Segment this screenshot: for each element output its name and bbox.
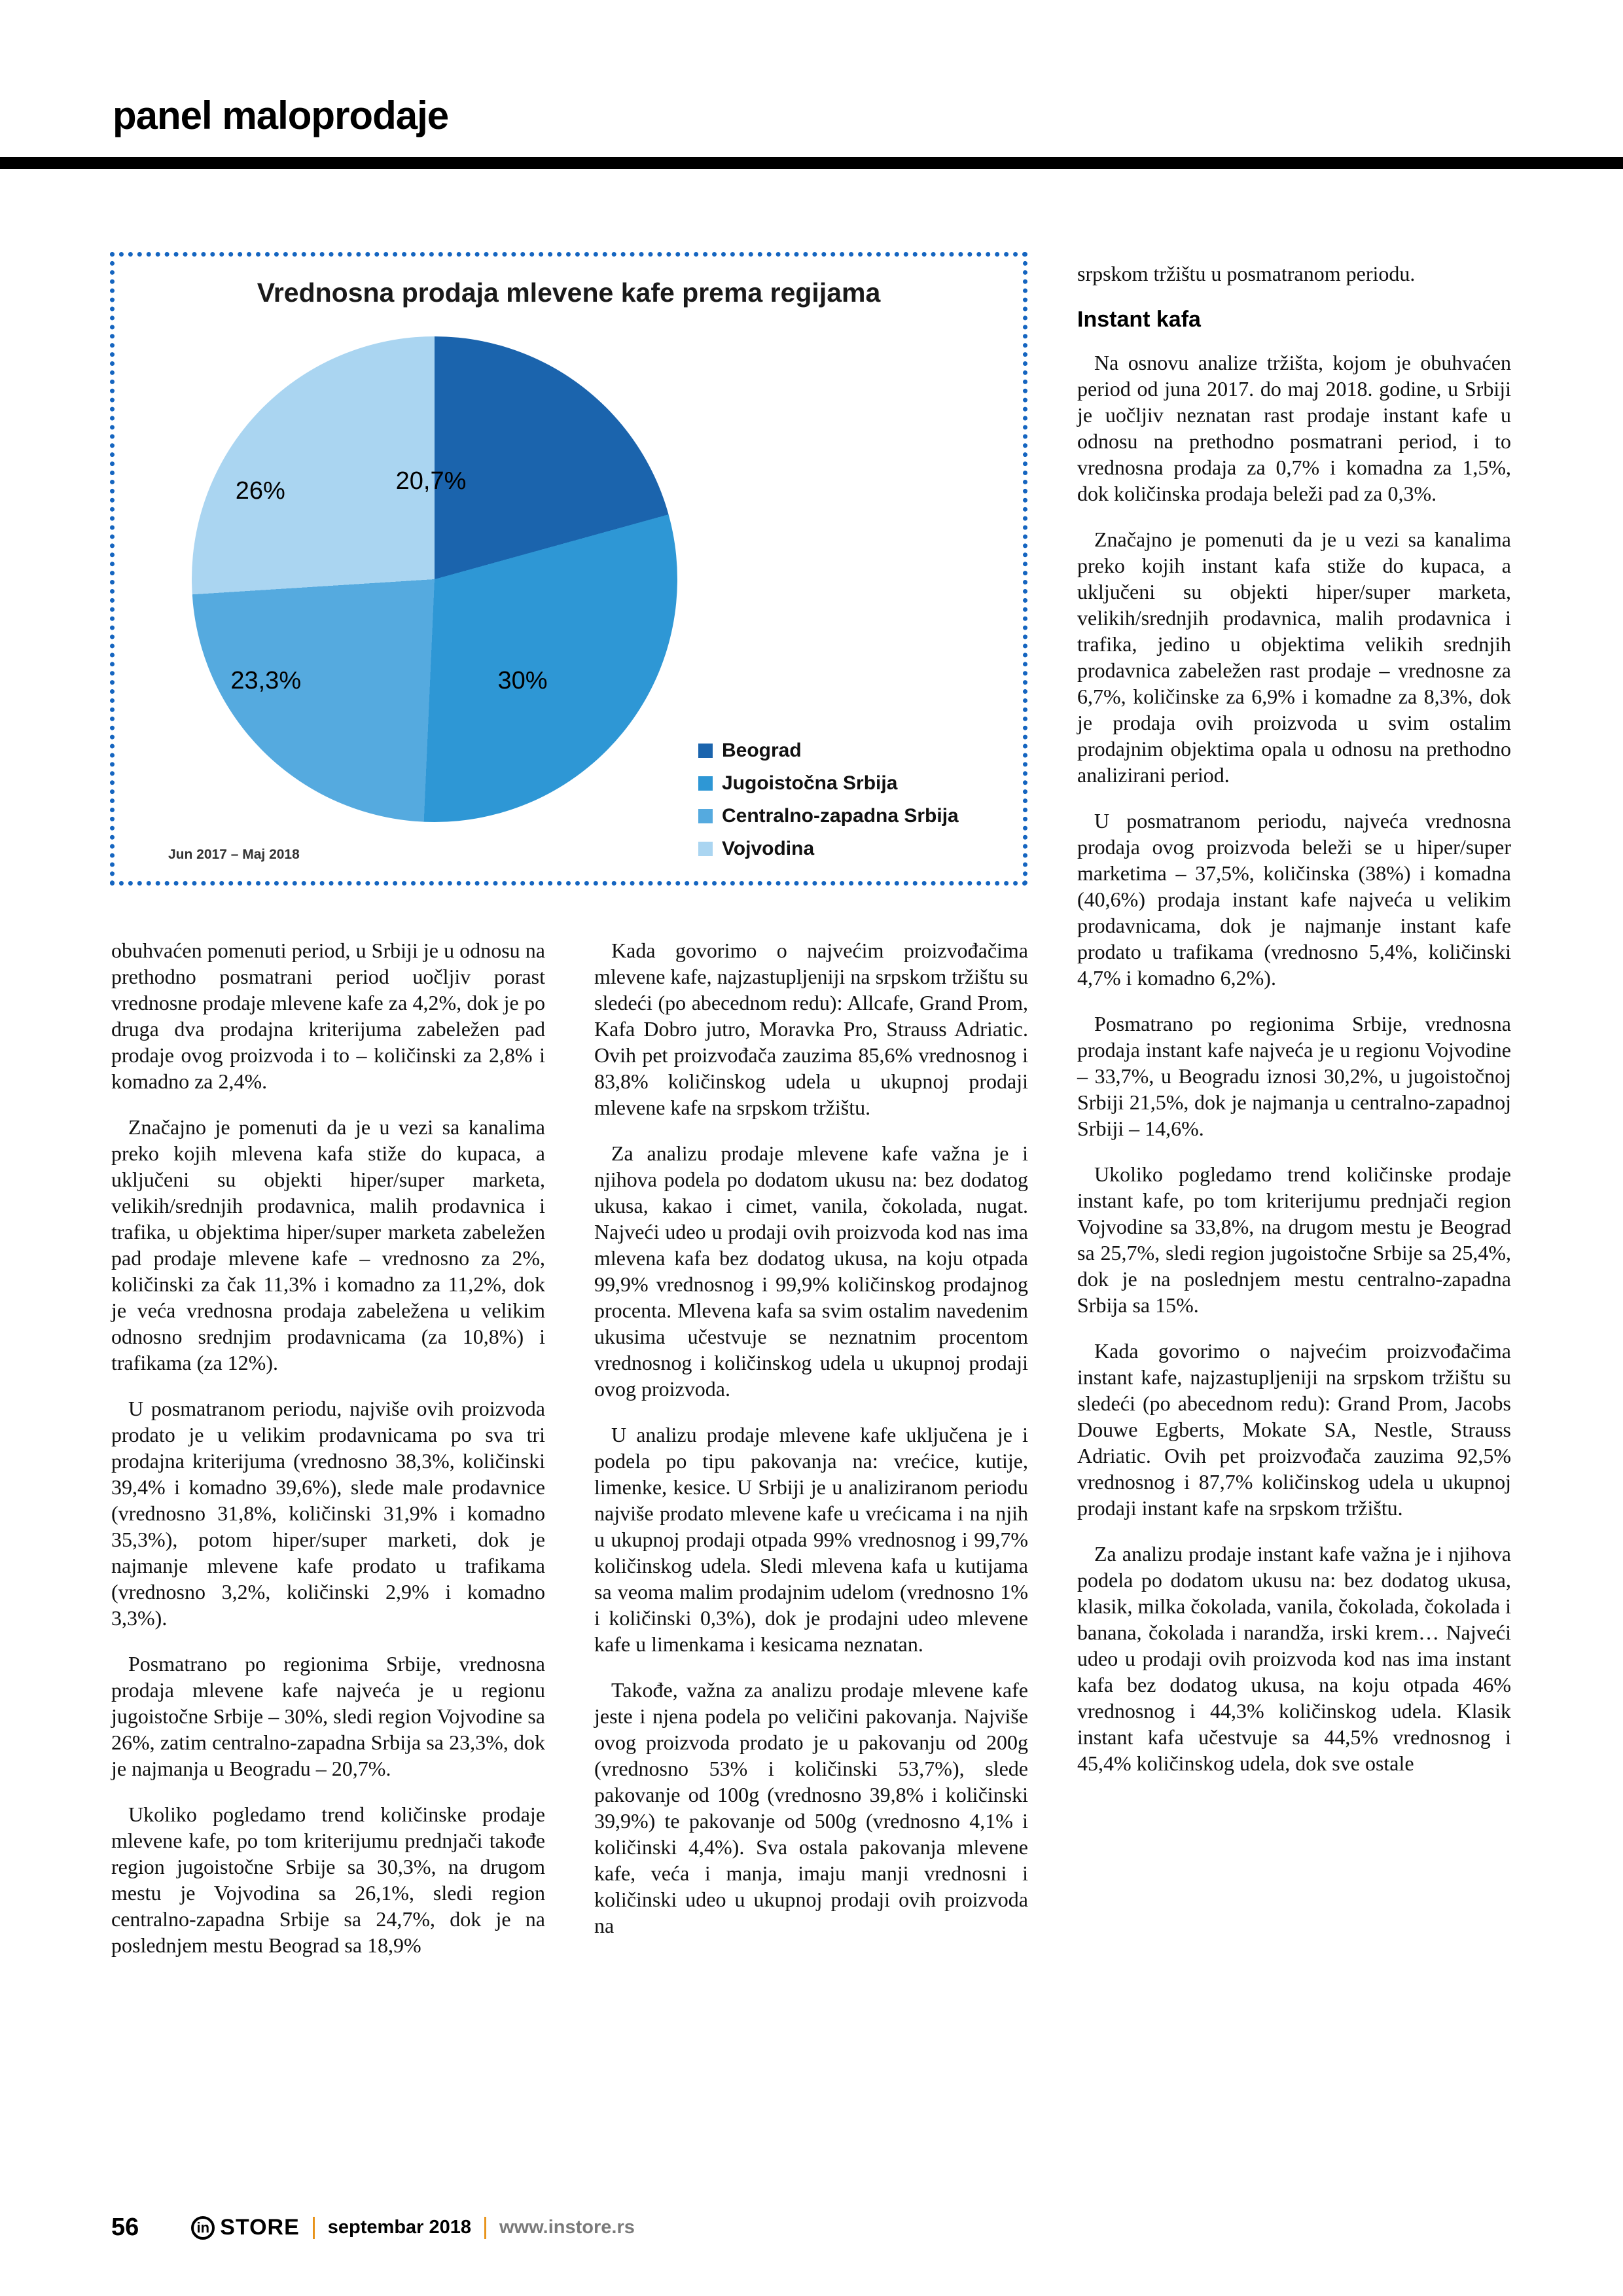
legend-swatch [698,809,713,823]
paragraph: Za analizu prodaje instant kafe važna je i njihova podela po dodatom ukusu na: bez dodatog ukusa, klasik, milka čokolada, vanila, čokolada, čokolada i banana, čokolada i narandža, irski krem… Najveći udeo u prodaji ovih proizvoda kod nas ima instant kafa bez dodatog ukusa, na koju otpada 46% vrednosnog i 44,3% količinskog udela. Klasik instant kafa učestvuje sa 44,5% vrednosnog i 45,4% količinskog udela, dok sve ostale [1077,1542,1511,1775]
section-heading-instant-kafa: Instant kafa [1077,307,1201,332]
column-middle [594,937,1028,1939]
paragraph: Kada govorimo o najvećim proizvođačima mlevene kafe, najzastupljeniji na srpskom tržištu su sledeći (po abecednom redu): Allcafe, Grand Prom, Kafa Dobro jutro, Moravka Pro, Strauss Adriatic. Ovih pet proizvođača zauzima 85,6% vrednosnog i 83,8% količinskog udela u ukupnoj prodaji mlevene kafe na srpskom tržištu. [594,939,1028,1119]
legend-item [698,805,959,827]
chart-period-caption: Jun 2017 – Maj 2018 [168,847,300,862]
paragraph: Takođe, važna za analizu prodaje mlevene kafe jeste i njena podela po veličini pakovanja. Najviše ovog proizvoda prodato je u pakovanju od 200g (vrednosno 53% i količinski 53,7%), slede pakovanje od 100g (vrednosno 39,8% i količinski 39,9%) te pakovanje od 500g (vrednosno 4,1% i količinski 4,4%). Sva ostala pakovanja mlevene kafe, veća i manja, imaju manji vrednosni i količinski udeo u ukupnoj prodaji ovih proizvoda na [594,1678,1028,1937]
paragraph: U analizu prodaje mlevene kafe uključena je i podela po tipu pakovanja na: vrećice, kutije, limenke, kesice. U Srbiji je u analiziranom periodu najviše prodato mlevene kafe u vrećicama i na njih u ukupnoj prodaji otpada 99% vrednosnog i 99,7% količinskog udela. Sledi mlevena kafa u kutijama sa veoma malim prodajnim udelom (vrednosno 1% i količinski 0,3%), dok je prodajni udeo mlevene kafe u limenkama i kesicama neznatan. [594,1423,1028,1656]
paragraph: Posmatrano po regionima Srbije, vrednosna prodaja mlevene kafe najveća je u regionu jugoistočne Srbije – 30%, sledi region Vojvodine sa 26%, zatim centralno-zapadna Srbija sa 23,3%, dok je najmanja u Beogradu – 20,7%. [111,1652,545,1780]
pie-label-jugoistocna: 30% [497,666,548,694]
legend-item [698,740,959,762]
pie-label-vojvodina: 26% [235,477,285,505]
paragraph: obuhvaćen pomenuti period, u Srbiji je u odnosu na prethodno posmatrani period uočljiv porast vrednosne prodaje mlevene kafe za 4,2%, dok je po druga dva prodajna kriterijuma zabeležen pad prodaje ovog proizvoda i to – količinski za 2,8% i komadno za 2,4%. [111,939,545,1093]
legend-label: Centralno-zapadna Srbija [722,805,959,827]
chart-legend [698,740,959,860]
pie-label-beograd: 20,7% [395,467,467,495]
footer-date: septembar 2018 [327,2217,472,2238]
paragraph: Posmatrano po regionima Srbije, vrednosna prodaja instant kafe najveća je u regionu Vojvodine – 33,7%, u Beogradu iznosi 30,2%, u jugoistočnoj Srbiji 21,5%, dok je najmanja u centralno-zapadnoj Srbiji – 14,6%. [1077,1012,1511,1140]
paragraph: U posmatranom periodu, najviše ovih proizvoda prodato je u velikim prodavnicama po sva tri prodajna kriterijuma (vrednosno 38,3%, količinski 39,4% i komadno 39,6%), slede male prodavnice (vrednosno 31,8%, količinski 31,9% i komadno 35,3%), potom hiper/super marketi, dok je najmanje mlevene kafe prodato u trafikama (vrednosno 3,2%, količinski 2,9% i komadno 3,3%). [111,1397,545,1630]
paragraph: Kada govorimo o najvećim proizvođačima instant kafe, najzastupljeniji na srpskom tržištu su sledeći (po abecednom redu): Grand Prom, Jacobs Douwe Egberts, Mokate SA, Nestle, Strauss Adriatic. Ovih pet proizvođača zauzima 92,5% vrednosnog i 87,7% količinskog udela u ukupnoj prodaji instant kafe na srpskom tržištu. [1077,1339,1511,1520]
legend-swatch [698,842,713,856]
paragraph: Ukoliko pogledamo trend količinske prodaje mlevene kafe, po tom kriterijumu prednjači takođe region jugoistočne Srbije sa 30,3%, na drugom mestu je Vojvodina sa 26,1%, sledi region centralno-zapadna Srbije sa 24,7%, dok je na poslednjem mestu Beograd sa 18,9% [111,1803,545,1957]
brand-label: STORE [220,2215,300,2240]
chart-panel [110,252,1027,886]
column-left [111,937,545,1958]
legend-label: Jugoistočna Srbija [722,772,898,794]
paragraph: Na osnovu analize tržišta, kojom je obuhvaćen period od juna 2017. do maj 2018. godine, u Srbiji je uočljiv neznatan rast prodaje instant kafe u odnosu na prethodno posmatrani period, i to vrednosna prodaja za 0,7% i komadna za 1,5%, dok količinska prodaja beleži pad za 0,3%. [1077,351,1511,505]
footer-separator [313,2217,315,2239]
paragraph: Ukoliko pogledamo trend količinske prodaje instant kafe, po tom kriterijumu prednjači region Vojvodine sa 33,8%, na drugom mestu je Beograd sa 25,7%, sledi region jugoistočne Srbije sa 25,4%, dok je na poslednjem mestu centralno-zapadna Srbija sa 15%. [1077,1162,1511,1317]
legend-item [698,772,959,795]
legend-item [698,838,959,860]
footer-url: www.instore.rs [499,2217,635,2238]
instore-logo-icon: in [191,2216,215,2240]
legend-label: Beograd [722,740,802,761]
paragraph: Za analizu prodaje mlevene kafe važna je i njihova podela po dodatom ukusu na: bez dodatog ukusa, kakao i cimet, vanila, čokolada, nugat. Najveći udeo u prodaji ovih proizvoda kod nas ima mlevena kafa bez dodatog ukusa, na koju otpada 99,9% vrednosnog i 99,9% količinskog prodajnog procenta. Mlevena kafa sa svim ostalim navedenim ukusima učestvuje se neznatnim procentom vrednosnog i količinskog udela u ukupnoj prodaji ovog proizvoda. [594,1141,1028,1401]
chart-title: Vrednosna prodaja mlevene kafe prema regijama [257,278,881,308]
pie-chart [192,336,677,822]
header-rule [0,157,1623,169]
paragraph: U posmatranom periodu, najveća vrednosna prodaja ovog proizvoda beleži se u hiper/super marketima – 37,5%, količinska (38%) i komadna (40,6%) prodaja instant kafe najveća u velikim prodavnicama, dok je najmanje instant kafe prodato u trafikama (vrednosno 5,4%, količinski 4,7% i komadno 6,2%). [1077,809,1511,990]
paragraph: srpskom tržištu u posmatranom periodu. [1077,262,1416,285]
page-title: panel maloprodaje [113,94,449,137]
paragraph: Značajno je pomenuti da je u vezi sa kanalima preko kojih instant kafa stiže do kupaca, a uključeni su objekti hiper/super marketa, velikih/srednjih prodavnica, malih prodavnica i trafika, jedino u objektima velikih srednjih prodavnica zabeležen rast prodaje – vrednosne za 6,7%, količinske za 6,9% i komadne za 8,3%, dok je prodaja ovih proizvoda u svim ostalim prodajnim objektima opala u odnosu na prethodno analizirani period. [1077,528,1511,787]
column-right [1077,260,1511,1776]
page-footer [111,2214,1512,2242]
legend-swatch [698,744,713,758]
footer-separator [484,2217,486,2239]
legend-swatch [698,776,713,791]
instore-logo [191,2215,300,2240]
legend-label: Vojvodina [722,838,815,859]
pie-label-centralno: 23,3% [230,666,302,694]
paragraph: Značajno je pomenuti da je u vezi sa kanalima preko kojih mlevena kafa stiže do kupaca, a uključeni su objekti hiper/super marketa, velikih/srednjih prodavnica, malih prodavnica i trafika, u objektima hiper/super marketa zabeležen pad prodaje mlevene kafe – vrednosno za 2%, količinski za čak 11,3% i komadno za 11,2%, dok je veća vrednosna prodaja zabeležena u velikim odnosno srednjim prodavnicama (za 10,8%) i trafikama (za 12%). [111,1115,545,1374]
page-number: 56 [111,2214,139,2241]
